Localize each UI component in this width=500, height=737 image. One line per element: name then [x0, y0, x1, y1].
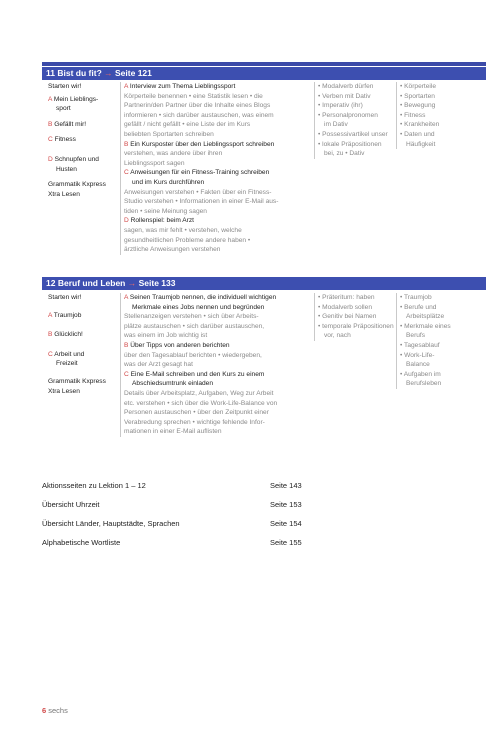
- unit-number: 11: [46, 68, 55, 78]
- task-detail: Stellenanzeigen verstehen • sich über Arbeits-: [124, 313, 259, 321]
- vocab-item: Balance: [406, 361, 430, 369]
- task-detail: was der Arzt gesagt hat: [124, 361, 193, 369]
- task-detail: verstehen, was andere über ihren: [124, 150, 223, 158]
- lesson-item: A Mein Lieblings-: [48, 95, 99, 103]
- unit-title: Beruf und Leben: [57, 278, 126, 288]
- grammar-item: • Präteritum: haben: [318, 294, 375, 301]
- task-title: B Ein Kursposter über den Lieblingssport schreiben: [124, 140, 275, 148]
- lesson-item: Freizeit: [56, 360, 78, 368]
- unit-table: [42, 82, 486, 272]
- vocab-column: [396, 293, 484, 389]
- vocab-item: • Tagesablauf: [400, 341, 440, 349]
- grammar-item: • Possessivartikel unser: [318, 130, 388, 138]
- task-detail: Körperteile benennen • eine Statistik lesen • die: [124, 92, 263, 100]
- task-detail: Details über Arbeitsplatz, Aufgaben, Weg zur Arbeit: [124, 389, 274, 397]
- task-detail: was einem im Job wichtig ist: [124, 332, 208, 340]
- unit-header: [42, 67, 486, 80]
- page-number: 6: [42, 706, 47, 715]
- unit-table: [42, 293, 486, 463]
- grammar-item: • lokale Präpositionen: [318, 140, 382, 148]
- arrow-icon: →: [127, 278, 137, 288]
- task-detail: mationen in einer E-Mail auflisten: [124, 428, 222, 436]
- task-title: B Über Tipps von anderen berichten: [124, 341, 230, 349]
- tasks-column: [120, 293, 306, 437]
- task-title: und im Kurs durchführen: [132, 178, 205, 186]
- lesson-item: D Schnupfen und: [48, 155, 99, 163]
- grammar-column: [314, 293, 396, 341]
- toc-row[interactable]: [42, 519, 322, 538]
- toc-title: Übersicht Länder, Hauptstädte, Sprachen: [42, 519, 180, 528]
- lesson-item: Xtra Lesen: [48, 387, 80, 395]
- vocab-item: Häufigkeit: [406, 140, 436, 148]
- grammar-item: • Imperativ (ihr): [318, 102, 363, 110]
- lesson-item: Grammatik Kxpress: [48, 377, 106, 385]
- task-detail: Lieblingssport sagen: [124, 159, 185, 167]
- task-detail: plätze austauschen • sich darüber austauschen,: [124, 322, 265, 330]
- grammar-item: vor, nach: [324, 332, 351, 340]
- vocab-column: [396, 82, 484, 149]
- tasks-column: [120, 82, 306, 255]
- page-footer: [42, 706, 68, 715]
- lesson-item: Starten wir!: [48, 83, 82, 90]
- toc-title: Übersicht Uhrzeit: [42, 500, 100, 509]
- task-detail: Personen austauschen • über den Zeitpunkt einer: [124, 409, 269, 417]
- vocab-item: • Berufe und: [400, 303, 437, 311]
- lesson-item: Xtra Lesen: [48, 190, 80, 198]
- grammar-column: [314, 82, 396, 159]
- task-detail: gesundheitlichen Probleme andere haben •: [124, 236, 251, 244]
- grammar-item: im Dativ: [324, 121, 348, 129]
- task-title: C Eine E-Mail schreiben und den Kurs zu einem: [124, 370, 265, 378]
- task-detail: Partnerin/den Partner über die Inhalte eines Blogs: [124, 102, 271, 110]
- vocab-item: Arbeitsplätze: [406, 313, 445, 321]
- task-detail: tiden • seine Meinung sagen: [124, 207, 207, 215]
- vocab-item: • Aufgaben im: [400, 370, 441, 378]
- lesson-item: Starten wir!: [48, 294, 82, 301]
- grammar-item: • Verben mit Dativ: [318, 92, 371, 100]
- toc-row[interactable]: [42, 481, 322, 500]
- lesson-item: Grammatik Kxpress: [48, 181, 106, 189]
- toc-title: Aktionsseiten zu Lektion 1 – 12: [42, 481, 146, 490]
- unit-header: [42, 277, 486, 290]
- task-title: D Rollenspiel: beim Arzt: [124, 217, 195, 225]
- task-title: C Anweisungen für ein Fitness-Training schreiben: [124, 169, 270, 177]
- task-title: Abschiedsumtrunk einladen: [132, 380, 214, 388]
- task-detail: gefällt / nicht gefällt • eine Liste der im Kurs: [124, 121, 251, 129]
- appendix-toc: [42, 481, 322, 557]
- lesson-item: B Glücklich!: [48, 331, 83, 339]
- unit-title: Bist du fit?: [57, 68, 102, 78]
- vocab-item: Berufsleben: [406, 380, 442, 388]
- unit-number: 12: [46, 278, 56, 288]
- lesson-item: C Fitness: [48, 136, 76, 144]
- toc-page: Seite 155: [270, 538, 302, 547]
- lesson-item: Husten: [56, 165, 77, 173]
- toc-row[interactable]: [42, 538, 322, 557]
- vocab-item: • Merkmale eines: [400, 322, 451, 330]
- vocab-item: • Sportarten: [400, 92, 435, 100]
- lesson-item: A Traumjob: [48, 311, 82, 319]
- lesson-item: C Arbeit und: [48, 350, 85, 358]
- vocab-item: • Work-Life-: [400, 351, 435, 359]
- task-detail: etc. verstehen • sich über die Work-Life-Balance von: [124, 399, 278, 407]
- unit-page-ref: Seite 121: [115, 68, 152, 78]
- task-detail: über den Tagesablauf berichten • wiedergeben,: [124, 351, 262, 359]
- task-detail: sagen, was mir fehlt • verstehen, welche: [124, 226, 242, 234]
- toc-page: Seite 154: [270, 519, 302, 528]
- lesson-column: [48, 82, 120, 199]
- lesson-item: B Gefällt mir!: [48, 120, 87, 128]
- toc-page: Seite 143: [270, 481, 302, 490]
- toc-row[interactable]: [42, 500, 322, 519]
- unit-page-ref: Seite 133: [138, 278, 176, 288]
- vocab-item: • Körperteile: [400, 83, 437, 90]
- task-detail: Anweisungen verstehen • Fakten über ein Fitness-: [124, 188, 272, 196]
- grammar-item: • Modalverb sollen: [318, 303, 372, 311]
- page-word: sechs: [48, 706, 68, 715]
- lesson-item: sport: [56, 105, 71, 113]
- top-rule: [42, 62, 486, 66]
- grammar-item: • Modalverb dürfen: [318, 83, 374, 90]
- toc-title: Alphabetische Wortliste: [42, 538, 121, 547]
- task-detail: ärztliche Anweisungen verstehen: [124, 246, 221, 254]
- vocab-item: • Daten und: [400, 130, 435, 138]
- task-detail: beliebten Sportarten schreiben: [124, 130, 214, 138]
- task-detail: informieren • sich darüber austauschen, was einem: [124, 111, 274, 119]
- task-title: Merkmale eines Jobs nennen und begründen: [132, 303, 265, 311]
- lesson-column: [48, 293, 120, 396]
- grammar-item: • Genitiv bei Namen: [318, 313, 377, 321]
- vocab-item: • Bewegung: [400, 102, 436, 110]
- task-title: A Seinen Traumjob nennen, die individuell wichtigen: [124, 294, 277, 301]
- arrow-icon: →: [104, 68, 113, 78]
- vocab-item: Berufs: [406, 332, 426, 340]
- toc-page: Seite 153: [270, 500, 302, 509]
- task-detail: Studio verstehen • Informationen in einer E-Mail aus-: [124, 198, 279, 206]
- grammar-item: • temporale Präpositionen: [318, 322, 394, 330]
- vocab-item: • Krankheiten: [400, 121, 440, 129]
- grammar-item: bei, zu • Dativ: [324, 150, 365, 158]
- task-detail: Verabredung sprechen • wichtige fehlende Infor-: [124, 418, 265, 426]
- vocab-item: • Traumjob: [400, 294, 432, 301]
- vocab-item: • Fitness: [400, 111, 426, 119]
- grammar-item: • Personalpronomen: [318, 111, 378, 119]
- task-title: A Interview zum Thema Lieblingssport: [124, 83, 236, 90]
